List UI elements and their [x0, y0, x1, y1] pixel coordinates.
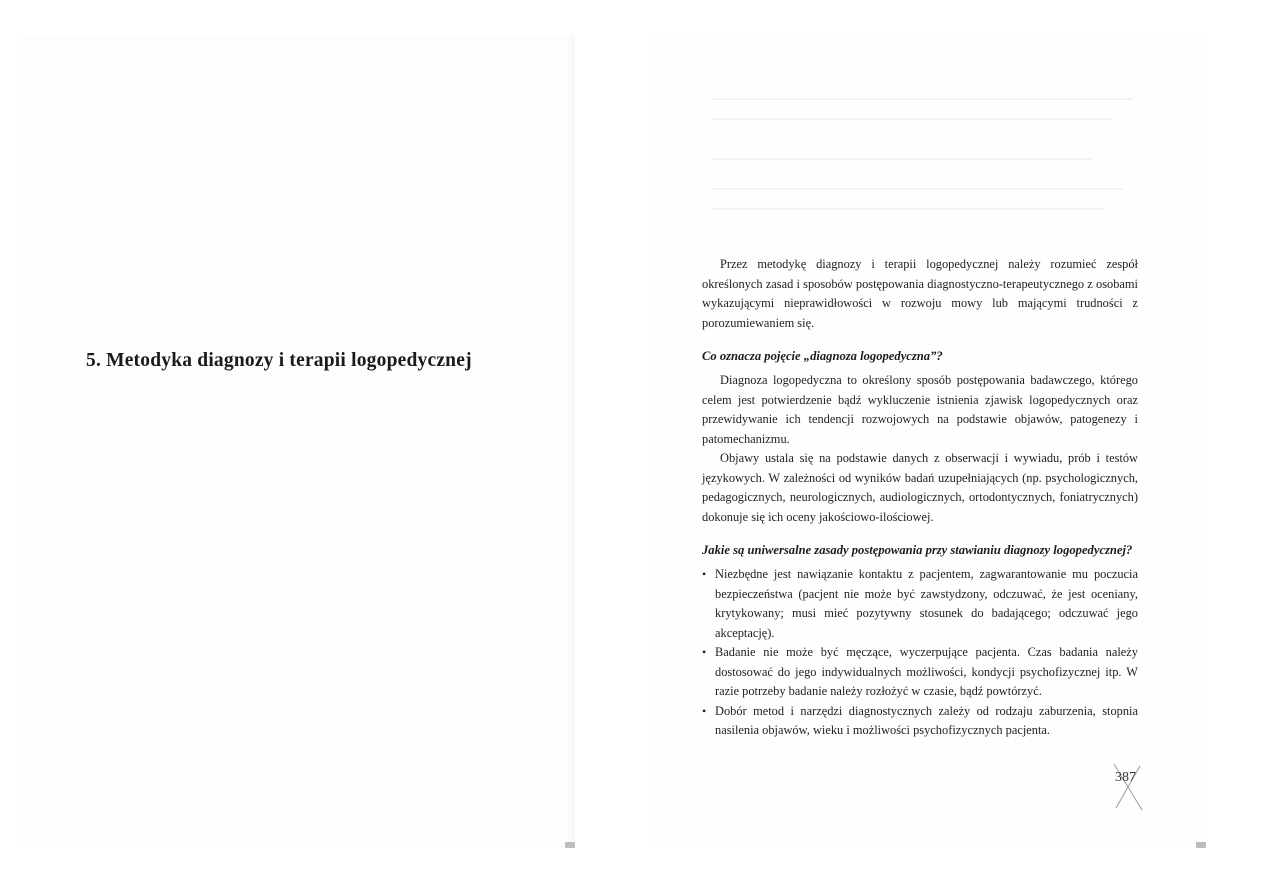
page-corner-shadow [565, 842, 575, 848]
page-corner-shadow [1196, 842, 1206, 848]
principles-list [702, 565, 1138, 741]
chapter-title: 5. Metodyka diagnozy i terapii logopedycznej [86, 350, 472, 371]
answer-paragraph-2: Objawy ustala się na podstawie danych z obserwacji i wywiadu, prób i testów językowych. W zależności od wyników badań uzupełniających (np. psychologicznych, pedagogicznych, neurologicznych, audiologicznych, ortodontycznych, foniatrycznych) dokonuje się ich oceny jakościowo-ilościowej. [702, 451, 1138, 524]
left-page [22, 36, 575, 848]
list-item: • Niezbędne jest nawiązanie kontaktu z pacjentem, zagwarantowanie mu poczucia bezpieczeństwa (pacjent nie może być zawstydzony, odczuwać, że jest oceniany, krytykowany; musi mieć pozytywny stosunek do badającego; odczuwać jego akceptację). [702, 565, 1138, 643]
list-item: • Badanie nie może być męczące, wyczerpujące pacjenta. Czas badania należy dostosować do jego indywidualnych możliwości, kondycji psychofizycznej itp. W razie potrzeby badanie należy rozłożyć w czasie, bądź powtórzyć. [702, 643, 1138, 702]
list-item: • Dobór metod i narzędzi diagnostycznych zależy od rodzaju zaburzenia, stopnia nasilenia objawów, wieku i możliwości psychofizycznych pacjenta. [702, 702, 1138, 741]
question-heading-2: Jakie są uniwersalne zasady postępowania przy stawianiu diagnozy logopedycznej? [702, 543, 1133, 557]
bleed-through-line [713, 188, 1123, 190]
bleed-through-line [713, 118, 1113, 120]
bleed-through-line [713, 158, 1093, 160]
book-gutter [575, 36, 653, 848]
right-page-text [702, 255, 1138, 741]
intro-paragraph: Przez metodykę diagnozy i terapii logopedycznej należy rozumieć zespół określonych zasad i sposobów postępowania diagnostyczno-terapeutycznego z osobami wykazującymi nieprawidłowości w rozwoju mowy lub mającymi trudności z porozumiewaniem się. [702, 257, 1138, 330]
bleed-through-line [713, 208, 1103, 210]
bleed-through-line [713, 98, 1133, 100]
answer-paragraph-1: Diagnoza logopedyczna to określony sposób postępowania badawczego, którego celem jest potwierdzenie bądź wykluczenie istnienia zjawisk logopedycznych oraz przewidywanie ich tendencji rozwojowych na podstawie objawów, patogenezy i patomechanizmu. [702, 373, 1138, 446]
page-number: 387 [1115, 770, 1136, 785]
question-heading-1: Co oznacza pojęcie „diagnoza logopedyczna”? [702, 349, 943, 363]
